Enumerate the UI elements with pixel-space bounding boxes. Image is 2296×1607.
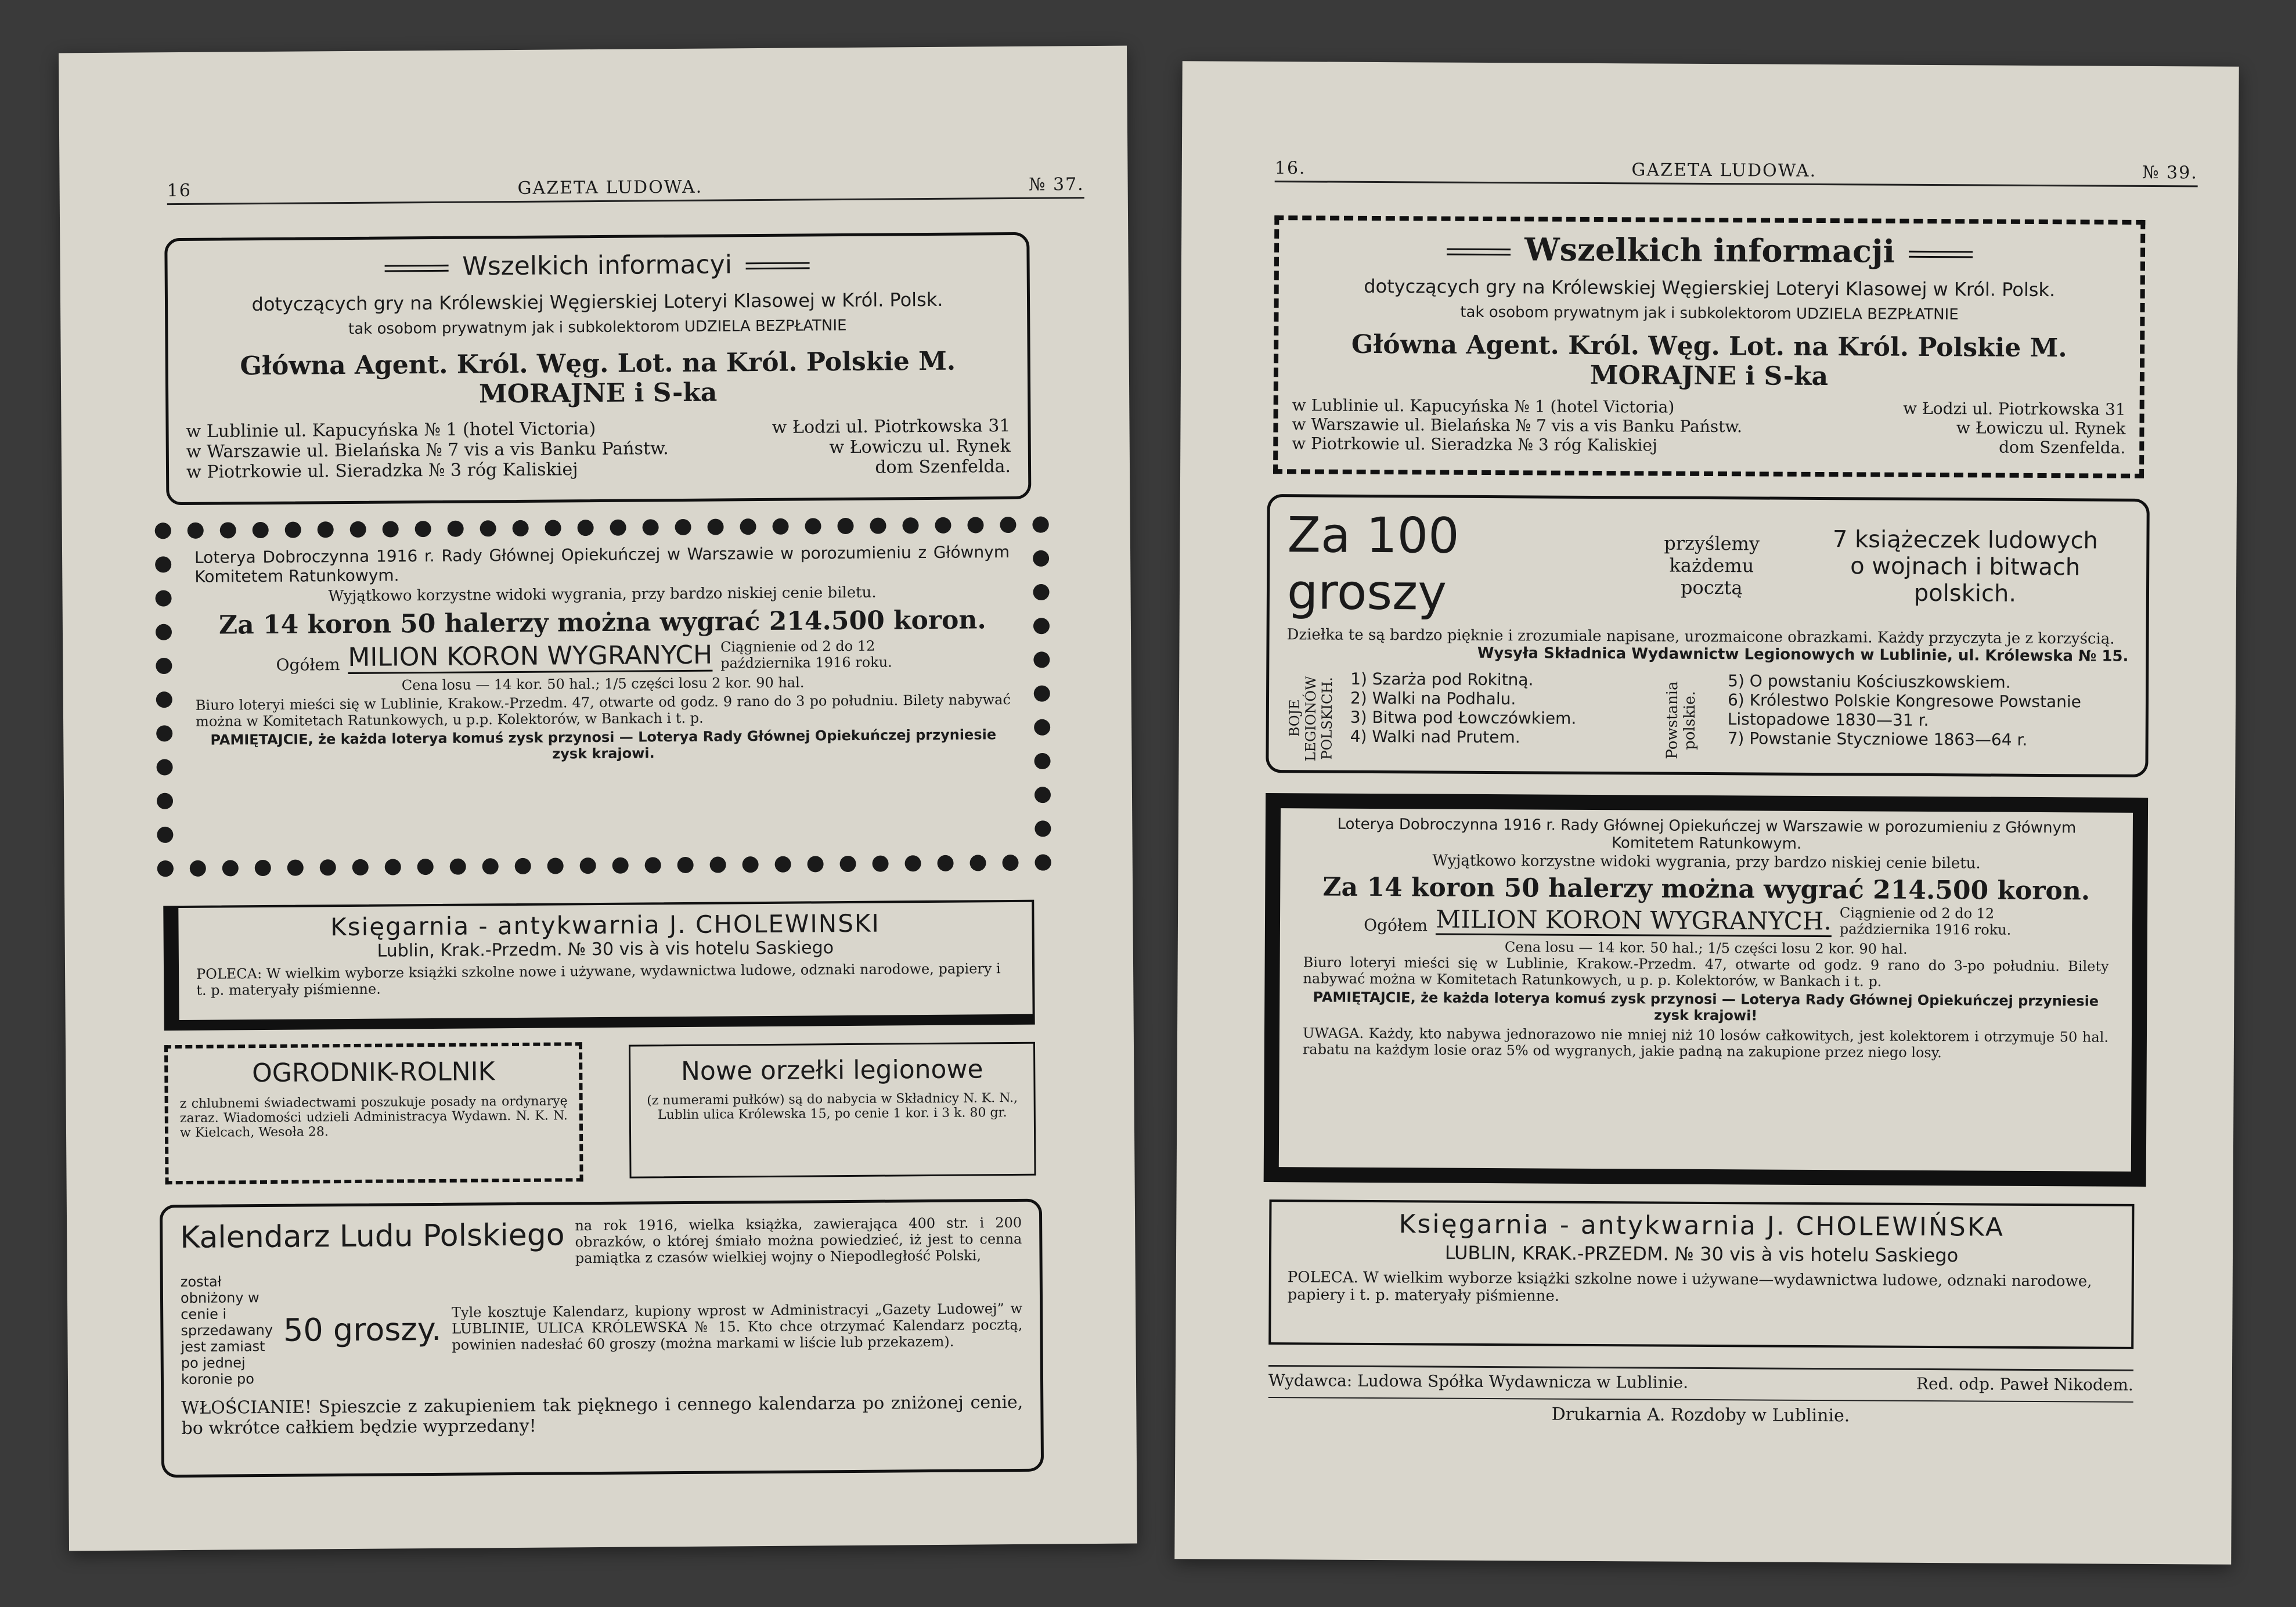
ad-title: Za 100 groszy bbox=[1286, 506, 1459, 621]
loterya-ad bbox=[1264, 793, 2148, 1187]
million-headline: MILION KORON WYGRANYCH. bbox=[1436, 905, 1832, 938]
section-label: BOJE LEGIONÓW POLSKICH. bbox=[1286, 675, 1336, 762]
address: dom Szenfelda. bbox=[875, 456, 1011, 478]
list-item: 6) Królestwo Polskie Kongresowe Powstanie Listopadowe 1830—31 r. bbox=[1727, 690, 2082, 730]
address: w Warszawie ul. Bielańska № 7 vis a vis Banku Państw. bbox=[186, 438, 669, 462]
ad-line: UWAGA. Każdy, kto nabywa jednorazowo nie mniej niż 10 losów całkowitych, jest kolektorem i otrzymuje 50 hal. rabatu na każdym losie oraz 5% od wygranych, jakie padną na zakupione przez niego losy. bbox=[1302, 1025, 2109, 1061]
ad-title: Księgarnia - antykwarnia J. CHOLEWINSKI bbox=[330, 909, 881, 942]
left-page-header bbox=[167, 174, 1084, 205]
issue-number: № 37. bbox=[1028, 174, 1084, 195]
prize-headline: Za 14 koron 50 halerzy można wygrać 214.500 koron. bbox=[218, 605, 986, 640]
groszy-ad bbox=[1266, 494, 2149, 777]
page-number: 16 bbox=[167, 180, 192, 201]
printer-line: Drukarnia A. Rozdoby w Lublinie. bbox=[1551, 1404, 1850, 1426]
prize-headline: Za 14 koron 50 halerzy można wygrać 214.500 koron. bbox=[1322, 872, 2090, 906]
right-newspaper-page bbox=[1174, 61, 2239, 1564]
ad-title: Nowe orzełki legionowe bbox=[680, 1054, 983, 1087]
list-item: 5) O powstaniu Kościuszkowskiem. bbox=[1728, 671, 2011, 692]
ad-line: przyślemy każdemu bbox=[1664, 532, 1760, 577]
list-item: 3) Bitwa pod Łowczówkiem. bbox=[1350, 707, 1577, 728]
ad-line: Dziełka te są bardzo pięknie i zrozumiale napisane, urozmaicone obrazkami. Każdy przyczyta je z korzyścią. bbox=[1286, 626, 2115, 648]
list-item: 7) Powstanie Styczniowe 1863—64 r. bbox=[1727, 729, 2028, 750]
ad-line: Cena losu — 14 kor. 50 hal.; 1/5 części losu 2 kor. 90 hal. bbox=[1504, 939, 1908, 957]
ogrodnik-ad bbox=[164, 1042, 583, 1184]
address: w Lublinie ul. Kapucyńska № 1 (hotel Victoria) bbox=[1292, 395, 1675, 417]
informacyi-ad bbox=[164, 232, 1031, 505]
ad-line: Biuro loteryi mieści się w Lublinie, Krakow.-Przedm. 47, otwarte od godz. 9 rano do 3 po południu. Bilety nabywać można w Komitetach Ratunkowych, u p.p. Kolektorów, w Bankach i t. p. bbox=[195, 691, 1011, 730]
ad-line: Wyjątkowo korzystne widoki wygrania, przy bardzo niskiej cenie biletu. bbox=[1432, 852, 1981, 873]
right-page-header bbox=[1275, 157, 2198, 187]
ksiegarnia-ad bbox=[163, 900, 1035, 1031]
ad-title: Kalendarz Ludu Polskiego bbox=[180, 1217, 565, 1256]
list-item: 4) Walki nad Prutem. bbox=[1350, 726, 1520, 747]
ad-line: Loterya Dobroczynna 1916 r. Rady Głównej Opiekuńczej w Warszawie w porozumieniu z Głównym Komitetem Ratunkowym. bbox=[194, 542, 1010, 586]
ad-title: OGRODNIK-ROLNIK bbox=[251, 1057, 495, 1089]
ad-line: Lublin, Krak.-Przedm. № 30 vis à vis hotelu Saskiego bbox=[377, 938, 834, 961]
list-item: 2) Walki na Podhalu. bbox=[1350, 688, 1516, 709]
draw-dates: Ciągnienie od 2 do 12 października 1916 roku. bbox=[1839, 905, 2012, 938]
ad-line: został obniżony w cenie i sprzedawany jest zamiast po jednej koronie po bbox=[180, 1273, 273, 1388]
list-item: 1) Szarża pod Rokitną. bbox=[1350, 669, 1534, 690]
ad-line: Loterya Dobroczynna 1916 r. Rady Głównej Opiekuńczej w Warszawie w porozumieniu z Głównym Komitetem Ratunkowym. bbox=[1337, 815, 2077, 853]
ad-line: tak osobom prywatnym jak i subkolektorom UDZIELA BEZPŁATNIE bbox=[1460, 303, 1959, 324]
ad-title: Wszelkich informacyi bbox=[462, 250, 733, 282]
agency-name: Główna Agent. Król. Węg. Lot. na Król. Polskie M. MORAJNE i S-ka bbox=[1351, 329, 2067, 392]
address: w Warszawie ul. Bielańska № 7 vis a vis Banku Państw. bbox=[1292, 415, 1743, 437]
ad-line: Tyle kosztuje Kalendarz, kupiony wprost w Administracyi „Gazety Ludowej” w LUBLINIE, ULICA KRÓLEWSKA № 15. Kto chce otrzymać Kalendarz pocztą, powinien nadesłać 60 groszy (można markami w liście lub przekazem). bbox=[451, 1300, 1023, 1353]
ad-line: tak osobom prywatnym jak i subkolektorom UDZIELA BEZPŁATNIE bbox=[348, 316, 847, 338]
ad-line: na rok 1916, wielka książka, zawierająca 400 str. i 200 obrazków, o której śmiało można powiedzieć, iż jest to cenna pamiątka z czasów wielkiej wojny o Niepodległość Polski, bbox=[575, 1214, 1022, 1267]
address: w Piotrkowie ul. Sieradzka № 3 róg Kaliskiej bbox=[186, 459, 578, 482]
ad-line: dotyczących gry na Królewskiej Węgierskiej Loteryi Klasowej w Król. Polsk. bbox=[251, 288, 943, 316]
address: w Łowiczu ul. Rynek bbox=[1956, 418, 2126, 438]
kalendarz-ad bbox=[160, 1199, 1044, 1478]
ad-line: 7 książeczek ludowych bbox=[1832, 526, 2098, 554]
masthead-title: GAZETA LUDOWA. bbox=[1631, 160, 1817, 181]
agency-name: Główna Agent. Król. Węg. Lot. na Król. Polskie M. MORAJNE i S-ka bbox=[240, 346, 956, 409]
ad-line: POLECA. W wielkim wyborze książki szkolne nowe i używane—wydawnictwa ludowe, odznaki narodowe, papiery i t. p. materyały piśmienne. bbox=[1287, 1269, 2092, 1305]
ad-line: Ogółem bbox=[1364, 915, 1428, 935]
address: w Lublinie ul. Kapucyńska № 1 (hotel Victoria) bbox=[186, 419, 596, 442]
ad-title: Księgarnia - antykwarnia J. CHOLEWIŃSKA bbox=[1398, 1209, 2005, 1242]
masthead-title: GAZETA LUDOWA. bbox=[517, 176, 703, 199]
publisher-line: Wydawca: Ludowa Spółka Wydawnicza w Lublinie. bbox=[1268, 1371, 1689, 1392]
loterya-ad bbox=[155, 517, 1051, 877]
ad-line: o wojnach i bitwach polskich. bbox=[1850, 553, 2081, 607]
ad-line: POLECA: W wielkim wyborze książki szkolne nowe i używane, wydawnictwa ludowe, odznaki narodowe, papiery i t. p. materyały piśmienne. bbox=[196, 960, 1001, 999]
ad-line: dotyczących gry na Królewskiej Węgierskiej Loteryi Klasowej w Król. Polsk. bbox=[1364, 275, 2056, 301]
ad-title: Wszelkich informacji bbox=[1524, 230, 1895, 270]
ad-line: Ogółem bbox=[276, 655, 340, 675]
ad-line: Wysyła Składnica Wydawnictw Legionowych w Lublinie, ul. Królewska № 15. bbox=[1477, 644, 2129, 665]
page-number: 16. bbox=[1274, 158, 1306, 179]
section-label: Powstania polskie. bbox=[1663, 681, 1699, 759]
ad-line: PAMIĘTAJCIE, że każda loterya komuś zysk przynosi — Loterya Rady Głównej Opiekuńczej przyniesie zysk krajowi. bbox=[210, 726, 997, 762]
address: w Łowiczu ul. Rynek bbox=[829, 436, 1011, 458]
ad-line: Cena losu — 14 kor. 50 hal.; 1/5 części losu 2 kor. 90 hal. bbox=[401, 674, 805, 694]
ad-line: PAMIĘTAJCIE, że każda loterya komuś zysk przynosi — Loterya Rady Głównej Opiekuńczej przyniesie zysk krajowi! bbox=[1313, 989, 2099, 1024]
imprint bbox=[1268, 1371, 2133, 1395]
informacji-ad bbox=[1273, 215, 2145, 478]
draw-dates: Ciągnienie od 2 do 12 października 1916 roku. bbox=[720, 637, 892, 672]
ksiegarnia-ad bbox=[1268, 1199, 2134, 1349]
address: w Łodzi ul. Piotrkowska 31 bbox=[1903, 398, 2126, 419]
address: dom Szenfelda. bbox=[1999, 437, 2126, 457]
ad-line: Wyjątkowo korzystne widoki wygrania, przy bardzo niskiej cenie biletu. bbox=[328, 583, 877, 606]
left-newspaper-page bbox=[59, 46, 1137, 1551]
ad-line: pocztą bbox=[1680, 576, 1743, 599]
ad-line: z chlubnemi świadectwami poszukuje posady na ordynaryę zaraz. Wiadomości udzieli Administracya Wydawn. N. K. N. w Kielcach, Wesoła 28. bbox=[179, 1094, 568, 1141]
orzelki-ad bbox=[629, 1042, 1036, 1179]
editor-line: Red. odp. Paweł Nikodem. bbox=[1916, 1374, 2133, 1395]
issue-number: № 39. bbox=[2142, 162, 2198, 183]
ad-line: Biuro loteryi mieści się w Lublinie, Krakow.-Przedm. 47, otwarte od godz. 9 rano do 3-po południu. Bilety nabywać można w Komitetach Ratunkowych, u p. p. Kolektorów, w Bankach i t. p. bbox=[1303, 954, 2109, 990]
address: w Łodzi ul. Piotrkowska 31 bbox=[772, 416, 1011, 438]
address: w Piotrkowie ul. Sieradzka № 3 róg Kaliskiej bbox=[1292, 434, 1657, 455]
ad-line: LUBLIN, KRAK.-PRZEDM. № 30 vis à vis hotelu Saskiego bbox=[1444, 1241, 1959, 1267]
ad-line: (z numerami pułków) są do nabycia w Składnicy N. K. N., Lublin ulica Królewska 15, po cenie 1 kor. i 3 k. 80 gr. bbox=[647, 1090, 1018, 1123]
million-headline: MILION KORON WYGRANYCH bbox=[348, 640, 712, 674]
ad-line: WŁOŚCIANIE! Spieszcie z zakupieniem tak pięknego i cennego kalendarza po zniżonej cenie, bo wkrótce całkiem będzie wyprzedany! bbox=[181, 1392, 1023, 1439]
price: 50 groszy. bbox=[283, 1310, 442, 1349]
